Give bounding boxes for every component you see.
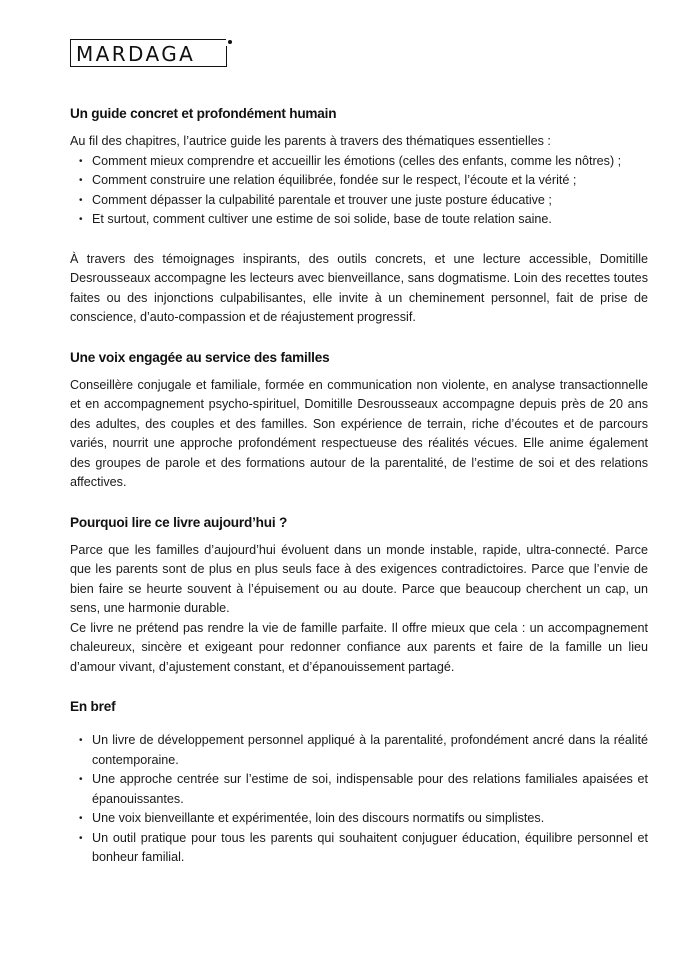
section-en-bref — [70, 697, 648, 868]
section-paragraph: Ce livre ne prétend pas rendre la vie de famille parfaite. Il offre mieux que cela : un accompagnement chaleureux, sincère et exigeant pour redonner confiance aux parents et faire de la famille un lieu d’amour vivant, d’ajustement constant, et d’épanouissement partagé. — [70, 620, 648, 674]
section-paragraph: Parce que les familles d’aujourd’hui évoluent dans un monde instable, rapide, ultra-connecté. Parce que les parents sont de plus en plus seuls face à des exigences contradictoires. Parce que l’envie de bien faire se heurte souvent à l’épuisement ou au doute. Parce que beaucoup cherchent un cap, un sens, une harmonie durable. — [70, 542, 648, 615]
section-paragraph: À travers des témoignages inspirants, des outils concrets, et une lecture accessible, Domitille Desrousseaux accompagne les lecteurs avec bienveillance, sans dogmatisme. Loin des recettes toutes faites ou des injonctions culpabilisantes, elle invite à un cheminement personnel, fait de prise de conscience, d’auto-compassion et de réajustement progressif. — [70, 251, 648, 324]
list-item: • Un outil pratique pour tous les parents qui souhaitent conjuguer éducation, équilibre personnel et bonheur familial. — [92, 829, 648, 868]
section-guide — [70, 104, 648, 328]
themes-list — [70, 152, 648, 230]
section-title: Pourquoi lire ce livre aujourd’hui ? — [70, 514, 288, 530]
list-item: • Comment construire une relation équilibrée, fondée sur le respect, l’écoute et la vérité ; — [92, 171, 648, 191]
list-item: • Un livre de développement personnel appliqué à la parentalité, profondément ancré dans la réalité contemporaine. — [92, 731, 648, 770]
logo-text: MARDAGA — [76, 42, 196, 66]
section-pourquoi — [70, 513, 648, 678]
summary-list — [70, 731, 648, 868]
list-item: • Comment mieux comprendre et accueillir les émotions (celles des enfants, comme les nôtres) ; — [92, 152, 648, 172]
section-title: En bref — [70, 699, 116, 714]
section-title: Une voix engagée au service des familles — [70, 349, 330, 365]
section-title: Un guide concret et profondément humain — [70, 106, 337, 121]
document-body — [70, 104, 648, 868]
list-item: • Une voix bienveillante et expérimentée, loin des discours normatifs ou simplistes. — [92, 809, 648, 829]
section-paragraph: Conseillère conjugale et familiale, formée en communication non violente, en analyse transactionnelle et en accompagnement psycho-spirituel, Domitille Desrousseaux accompagne depuis près de 20 ans des adultes, des couples et des familles. Son expérience de terrain, riche d’écoutes et de parcours variés, nourrit une approche profondément respectueuse des réalités vécues. Elle anime également des groupes de parole et des formations autour de la parentalité, de l’estime de soi et des relations affectives. — [70, 377, 648, 489]
section-intro: Au fil des chapitres, l’autrice guide les parents à travers des thématiques essentielles : — [70, 134, 551, 148]
list-item: • Et surtout, comment cultiver une estime de soi solide, base de toute relation saine. — [92, 210, 648, 230]
list-item: • Comment dépasser la culpabilité parentale et trouver une juste posture éducative ; — [92, 191, 648, 211]
logo-dot — [228, 40, 232, 44]
mardaga-logo — [70, 39, 226, 67]
list-item: • Une approche centrée sur l’estime de soi, indispensable pour des relations familiales apaisées et épanouissantes. — [92, 770, 648, 809]
logo-border-right — [226, 46, 228, 67]
section-voix — [70, 348, 648, 493]
